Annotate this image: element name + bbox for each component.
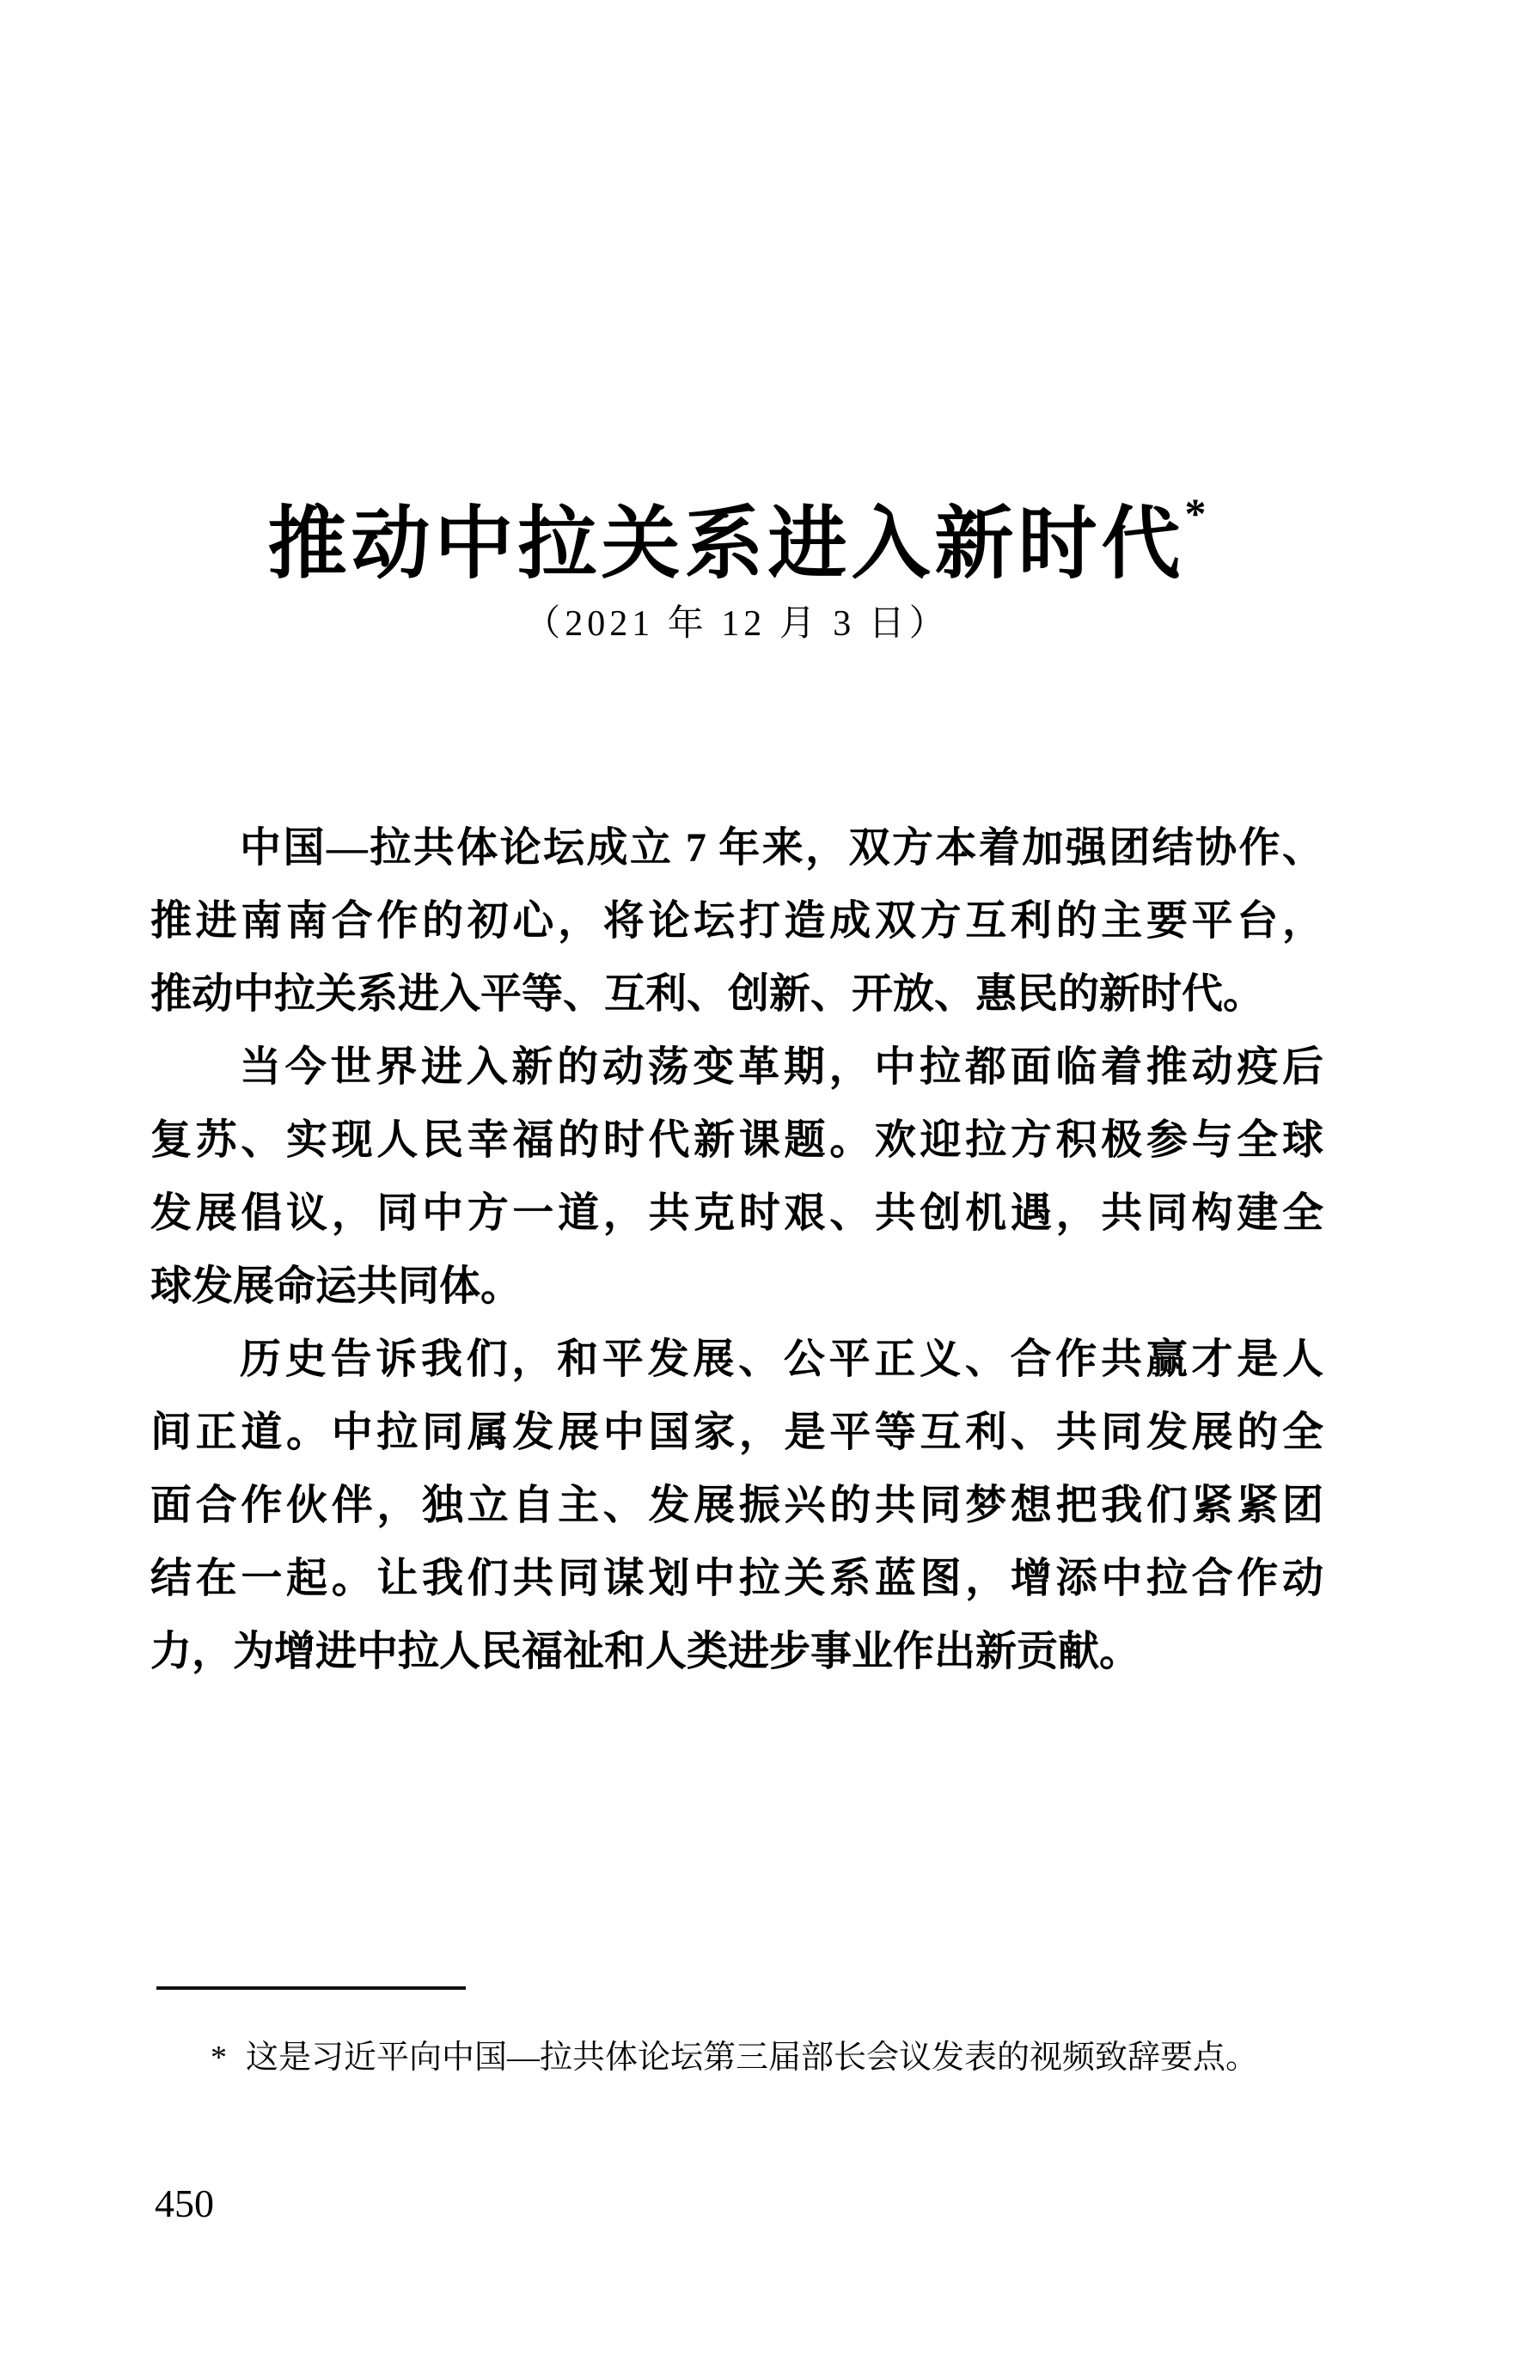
body-line: 间正道。中拉同属发展中国家，是平等互利、共同发展的全	[150, 1410, 1323, 1455]
footnote-text: 这是习近平向中国—拉共体论坛第三届部长会议发表的视频致辞要点。	[246, 2040, 1259, 2076]
body-line: 推动中拉关系进入平等、互利、创新、开放、惠民的新时代。	[150, 971, 1265, 1017]
body-line: 球发展命运共同体。	[150, 1263, 522, 1309]
footnote	[211, 2035, 1328, 2080]
body-line: 力，为增进中拉人民福祉和人类进步事业作出新贡献。	[150, 1629, 1141, 1674]
body-line: 推进南南合作的初心，将论坛打造成双方互利的主要平台，	[150, 898, 1323, 944]
body-line: 结在一起。让我们共同谋划中拉关系蓝图，增添中拉合作动	[150, 1556, 1323, 1601]
body-line: 中国—拉共体论坛成立 7 年来，双方本着加强团结协作、	[240, 825, 1323, 871]
body-text	[150, 811, 1323, 1688]
body-line: 当今世界进入新的动荡变革期，中拉都面临着推动疫后	[240, 1044, 1323, 1090]
body-line: 发展倡议，同中方一道，共克时艰、共创机遇，共同构建全	[150, 1190, 1323, 1236]
page-title-text: 推动中拉关系进入新时代	[267, 499, 1185, 588]
date-line: （2021 年 12 月 3 日）	[524, 604, 950, 644]
footnote-divider	[156, 1986, 466, 1990]
footnote-marker: *	[211, 2040, 227, 2076]
body-line: 面合作伙伴，独立自主、发展振兴的共同梦想把我们紧紧团	[150, 1483, 1323, 1528]
page-number: 450	[155, 2181, 214, 2225]
body-line: 复苏、实现人民幸福的时代新课题。欢迎拉方积极参与全球	[150, 1117, 1323, 1163]
page-title	[150, 488, 1323, 591]
body-line: 历史告诉我们，和平发展、公平正义、合作共赢才是人	[240, 1337, 1323, 1382]
title-footnote-marker: *	[1184, 488, 1207, 537]
